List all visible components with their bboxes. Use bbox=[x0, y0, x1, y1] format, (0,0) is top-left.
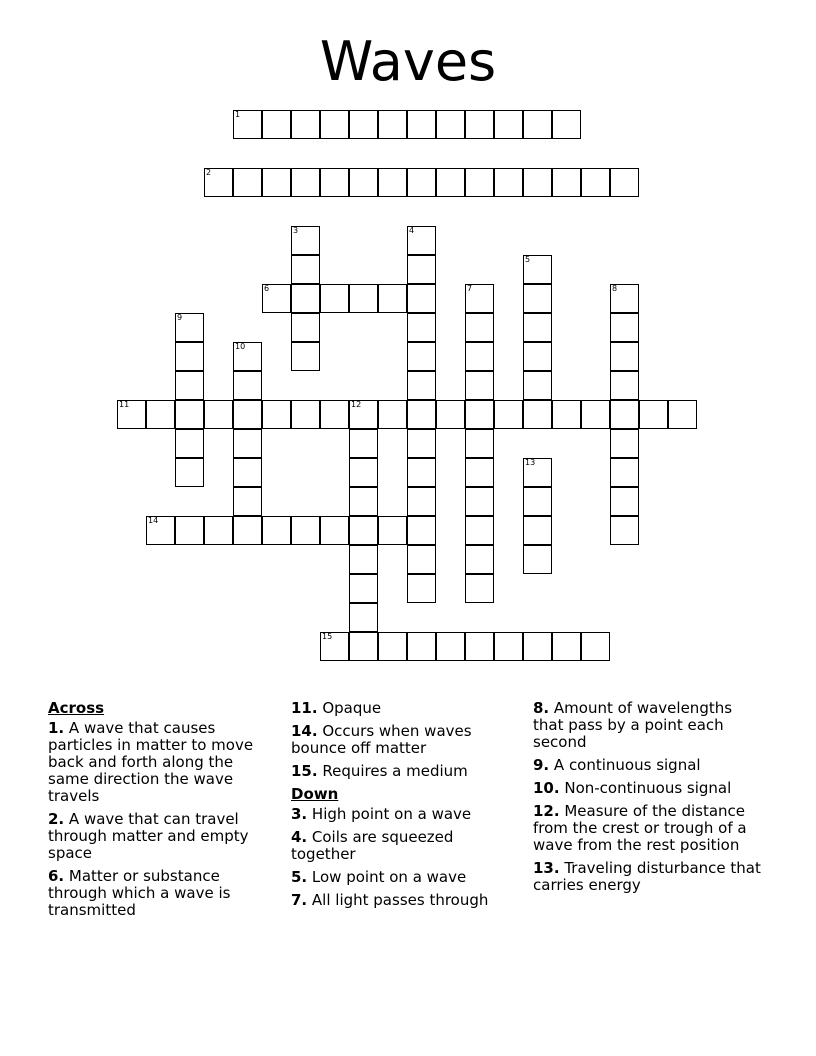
grid-cell[interactable] bbox=[262, 110, 291, 139]
grid-cell[interactable] bbox=[407, 110, 436, 139]
grid-cell[interactable] bbox=[291, 110, 320, 139]
clue-text: High point on a wave bbox=[307, 805, 472, 823]
cell-number: 15 bbox=[322, 632, 333, 641]
clue-text: Opaque bbox=[317, 699, 382, 717]
clue-text: All light passes through bbox=[307, 891, 489, 909]
grid-cell[interactable] bbox=[407, 255, 436, 284]
grid-cell[interactable] bbox=[523, 487, 552, 516]
clue-text: Measure of the distance from the crest or trough of a wave from the rest position bbox=[533, 802, 747, 854]
grid-cell[interactable] bbox=[262, 168, 291, 197]
down-clue bbox=[291, 892, 519, 909]
grid-cell[interactable] bbox=[523, 458, 552, 487]
grid-cell[interactable] bbox=[262, 516, 291, 545]
grid-cell[interactable] bbox=[233, 371, 262, 400]
grid-cell[interactable] bbox=[523, 255, 552, 284]
grid-cell[interactable] bbox=[204, 400, 233, 429]
grid-cell[interactable] bbox=[407, 545, 436, 574]
clue-text: Traveling disturbance that carries energy bbox=[533, 859, 761, 894]
grid-cell[interactable] bbox=[465, 487, 494, 516]
grid-cell[interactable] bbox=[436, 168, 465, 197]
grid-cell[interactable] bbox=[610, 458, 639, 487]
down-clue-list bbox=[291, 806, 519, 909]
grid-cell[interactable] bbox=[407, 400, 436, 429]
grid-cell[interactable] bbox=[581, 632, 610, 661]
clue-text: Amount of wavelengths that pass by a point each second bbox=[533, 699, 733, 751]
grid-cell[interactable] bbox=[378, 284, 407, 313]
clue-number: 7. bbox=[291, 891, 308, 909]
clue-number: 6. bbox=[48, 867, 65, 885]
cell-number: 6 bbox=[264, 284, 270, 293]
grid-cell[interactable] bbox=[407, 226, 436, 255]
cell-number: 4 bbox=[409, 226, 415, 235]
across-clue bbox=[48, 811, 276, 862]
clue-text: Low point on a wave bbox=[307, 868, 467, 886]
grid-cell[interactable] bbox=[175, 342, 204, 371]
grid-cell[interactable] bbox=[610, 400, 639, 429]
down-clue bbox=[291, 869, 519, 886]
down-clue bbox=[533, 803, 761, 854]
cell-number: 11 bbox=[119, 400, 130, 409]
grid-cell[interactable] bbox=[378, 168, 407, 197]
grid-cell[interactable] bbox=[465, 371, 494, 400]
grid-cell[interactable] bbox=[233, 429, 262, 458]
down-clue-list-continued bbox=[533, 700, 761, 894]
down-clue bbox=[533, 700, 761, 751]
clues-column-2 bbox=[291, 700, 519, 915]
clue-text: Occurs when waves bounce off matter bbox=[291, 722, 472, 757]
grid-cell[interactable] bbox=[494, 168, 523, 197]
clue-number: 3. bbox=[291, 805, 308, 823]
cell-number: 10 bbox=[235, 342, 246, 351]
grid-cell[interactable] bbox=[320, 284, 349, 313]
across-clue-list-continued bbox=[291, 700, 519, 780]
grid-cell[interactable] bbox=[465, 516, 494, 545]
grid-cell[interactable] bbox=[291, 516, 320, 545]
grid-cell[interactable] bbox=[175, 313, 204, 342]
grid-cell[interactable] bbox=[349, 603, 378, 632]
grid-cell[interactable] bbox=[378, 632, 407, 661]
clue-number: 5. bbox=[291, 868, 308, 886]
grid-cell[interactable] bbox=[349, 574, 378, 603]
grid-cell[interactable] bbox=[407, 284, 436, 313]
clue-number: 2. bbox=[48, 810, 65, 828]
grid-cell[interactable] bbox=[465, 545, 494, 574]
cell-number: 13 bbox=[525, 458, 536, 467]
grid-cell[interactable] bbox=[407, 313, 436, 342]
grid-cell[interactable] bbox=[349, 400, 378, 429]
grid-cell[interactable] bbox=[291, 168, 320, 197]
grid-cell[interactable] bbox=[523, 110, 552, 139]
across-clue bbox=[291, 723, 519, 757]
grid-cell[interactable] bbox=[175, 516, 204, 545]
clues-column-1 bbox=[48, 700, 276, 925]
down-clue bbox=[533, 757, 761, 774]
grid-cell[interactable] bbox=[291, 255, 320, 284]
grid-cell[interactable] bbox=[175, 429, 204, 458]
grid-cell[interactable] bbox=[407, 458, 436, 487]
grid-cell[interactable] bbox=[349, 516, 378, 545]
grid-cell[interactable] bbox=[407, 574, 436, 603]
grid-cell[interactable] bbox=[523, 342, 552, 371]
grid-cell[interactable] bbox=[465, 458, 494, 487]
grid-cell[interactable] bbox=[465, 632, 494, 661]
grid-cell[interactable] bbox=[581, 168, 610, 197]
grid-cell[interactable] bbox=[407, 371, 436, 400]
clue-number: 12. bbox=[533, 802, 560, 820]
clue-number: 13. bbox=[533, 859, 560, 877]
grid-cell[interactable] bbox=[465, 168, 494, 197]
grid-cell[interactable] bbox=[610, 429, 639, 458]
down-clue bbox=[291, 806, 519, 823]
grid-cell[interactable] bbox=[465, 429, 494, 458]
grid-cell[interactable] bbox=[639, 400, 668, 429]
grid-cell[interactable] bbox=[494, 110, 523, 139]
grid-cell[interactable] bbox=[407, 632, 436, 661]
grid-cell[interactable] bbox=[175, 400, 204, 429]
grid-cell[interactable] bbox=[436, 400, 465, 429]
cell-number: 3 bbox=[293, 226, 299, 235]
grid-cell[interactable] bbox=[407, 516, 436, 545]
down-clue bbox=[533, 860, 761, 894]
grid-cell[interactable] bbox=[523, 400, 552, 429]
grid-cell[interactable] bbox=[349, 168, 378, 197]
cell-number: 2 bbox=[206, 168, 212, 177]
cell-number: 12 bbox=[351, 400, 362, 409]
grid-cell[interactable] bbox=[610, 516, 639, 545]
grid-cell[interactable] bbox=[233, 487, 262, 516]
grid-cell[interactable] bbox=[291, 226, 320, 255]
clue-text: Matter or substance through which a wave is transmitted bbox=[48, 867, 231, 919]
down-clue bbox=[533, 780, 761, 797]
grid-cell[interactable] bbox=[320, 516, 349, 545]
clue-number: 4. bbox=[291, 828, 308, 846]
cell-number: 7 bbox=[467, 284, 473, 293]
grid-cell[interactable] bbox=[465, 284, 494, 313]
grid-cell[interactable] bbox=[610, 168, 639, 197]
grid-cell[interactable] bbox=[175, 458, 204, 487]
grid-cell[interactable] bbox=[610, 487, 639, 516]
cell-number: 8 bbox=[612, 284, 618, 293]
grid-cell[interactable] bbox=[494, 632, 523, 661]
grid-cell[interactable] bbox=[552, 110, 581, 139]
grid-cell[interactable] bbox=[523, 313, 552, 342]
clue-number: 11. bbox=[291, 699, 318, 717]
grid-cell[interactable] bbox=[407, 342, 436, 371]
grid-cell[interactable] bbox=[523, 632, 552, 661]
grid-cell[interactable] bbox=[233, 516, 262, 545]
grid-cell[interactable] bbox=[378, 110, 407, 139]
cell-number: 1 bbox=[235, 110, 241, 119]
grid-cell[interactable] bbox=[349, 110, 378, 139]
across-clue-list bbox=[48, 720, 276, 919]
grid-cell[interactable] bbox=[610, 342, 639, 371]
clue-number: 10. bbox=[533, 779, 560, 797]
grid-cell[interactable] bbox=[523, 168, 552, 197]
puzzle-title: Waves bbox=[319, 30, 497, 93]
cell-number: 9 bbox=[177, 313, 183, 322]
clues-column-3 bbox=[533, 700, 761, 900]
grid-cell[interactable] bbox=[523, 516, 552, 545]
clue-text: A wave that causes particles in matter to move back and forth along the same direction the wave travels bbox=[48, 719, 254, 805]
grid-cell[interactable] bbox=[523, 371, 552, 400]
clue-text: Coils are squeezed together bbox=[291, 828, 454, 863]
grid-cell[interactable] bbox=[465, 342, 494, 371]
grid-cell[interactable] bbox=[320, 168, 349, 197]
grid-cell[interactable] bbox=[465, 400, 494, 429]
grid-cell[interactable] bbox=[233, 458, 262, 487]
grid-cell[interactable] bbox=[610, 371, 639, 400]
clue-number: 14. bbox=[291, 722, 318, 740]
grid-cell[interactable] bbox=[233, 400, 262, 429]
clue-text: Non-continuous signal bbox=[559, 779, 732, 797]
grid-cell[interactable] bbox=[407, 487, 436, 516]
grid-cell[interactable] bbox=[436, 632, 465, 661]
across-clue bbox=[48, 720, 276, 805]
grid-cell[interactable] bbox=[581, 400, 610, 429]
grid-cell[interactable] bbox=[465, 110, 494, 139]
down-clue bbox=[291, 829, 519, 863]
cell-number: 5 bbox=[525, 255, 531, 264]
grid-cell[interactable] bbox=[320, 400, 349, 429]
grid-cell[interactable] bbox=[262, 284, 291, 313]
clue-number: 15. bbox=[291, 762, 318, 780]
grid-cell[interactable] bbox=[378, 400, 407, 429]
down-heading: Down bbox=[291, 785, 339, 803]
clue-number: 9. bbox=[533, 756, 550, 774]
grid-cell[interactable] bbox=[233, 168, 262, 197]
grid-cell[interactable] bbox=[349, 284, 378, 313]
grid-cell[interactable] bbox=[320, 632, 349, 661]
grid-cell[interactable] bbox=[378, 516, 407, 545]
grid-cell[interactable] bbox=[233, 110, 262, 139]
clue-number: 8. bbox=[533, 699, 550, 717]
grid-cell[interactable] bbox=[552, 400, 581, 429]
grid-cell[interactable] bbox=[291, 313, 320, 342]
grid-cell[interactable] bbox=[552, 632, 581, 661]
across-clue bbox=[291, 700, 519, 717]
grid-cell[interactable] bbox=[349, 429, 378, 458]
grid-cell[interactable] bbox=[349, 632, 378, 661]
grid-cell[interactable] bbox=[291, 400, 320, 429]
grid-cell[interactable] bbox=[465, 313, 494, 342]
grid-cell[interactable] bbox=[117, 400, 146, 429]
clue-number: 1. bbox=[48, 719, 65, 737]
grid-cell[interactable] bbox=[407, 168, 436, 197]
grid-cell[interactable] bbox=[146, 516, 175, 545]
across-heading: Across bbox=[48, 699, 105, 717]
grid-cell[interactable] bbox=[610, 284, 639, 313]
grid-cell[interactable] bbox=[349, 545, 378, 574]
grid-cell[interactable] bbox=[262, 400, 291, 429]
grid-cell[interactable] bbox=[146, 400, 175, 429]
across-clue bbox=[291, 763, 519, 780]
grid-cell[interactable] bbox=[552, 168, 581, 197]
grid-cell[interactable] bbox=[407, 429, 436, 458]
grid-cell[interactable] bbox=[320, 110, 349, 139]
grid-cell[interactable] bbox=[349, 458, 378, 487]
grid-cell[interactable] bbox=[610, 313, 639, 342]
grid-cell[interactable] bbox=[465, 574, 494, 603]
cell-number: 14 bbox=[148, 516, 159, 525]
grid-cell[interactable] bbox=[204, 168, 233, 197]
grid-cell[interactable] bbox=[204, 516, 233, 545]
across-clue bbox=[48, 868, 276, 919]
grid-cell[interactable] bbox=[436, 110, 465, 139]
grid-cell[interactable] bbox=[291, 342, 320, 371]
grid-cell[interactable] bbox=[291, 284, 320, 313]
grid-cell[interactable] bbox=[494, 400, 523, 429]
clue-text: A wave that can travel through matter and empty space bbox=[48, 810, 249, 862]
grid-cell[interactable] bbox=[233, 342, 262, 371]
clue-text: Requires a medium bbox=[317, 762, 468, 780]
grid-cell[interactable] bbox=[175, 371, 204, 400]
grid-cell[interactable] bbox=[668, 400, 697, 429]
grid-cell[interactable] bbox=[523, 545, 552, 574]
clue-text: A continuous signal bbox=[549, 756, 701, 774]
grid-cell[interactable] bbox=[523, 284, 552, 313]
grid-cell[interactable] bbox=[349, 487, 378, 516]
